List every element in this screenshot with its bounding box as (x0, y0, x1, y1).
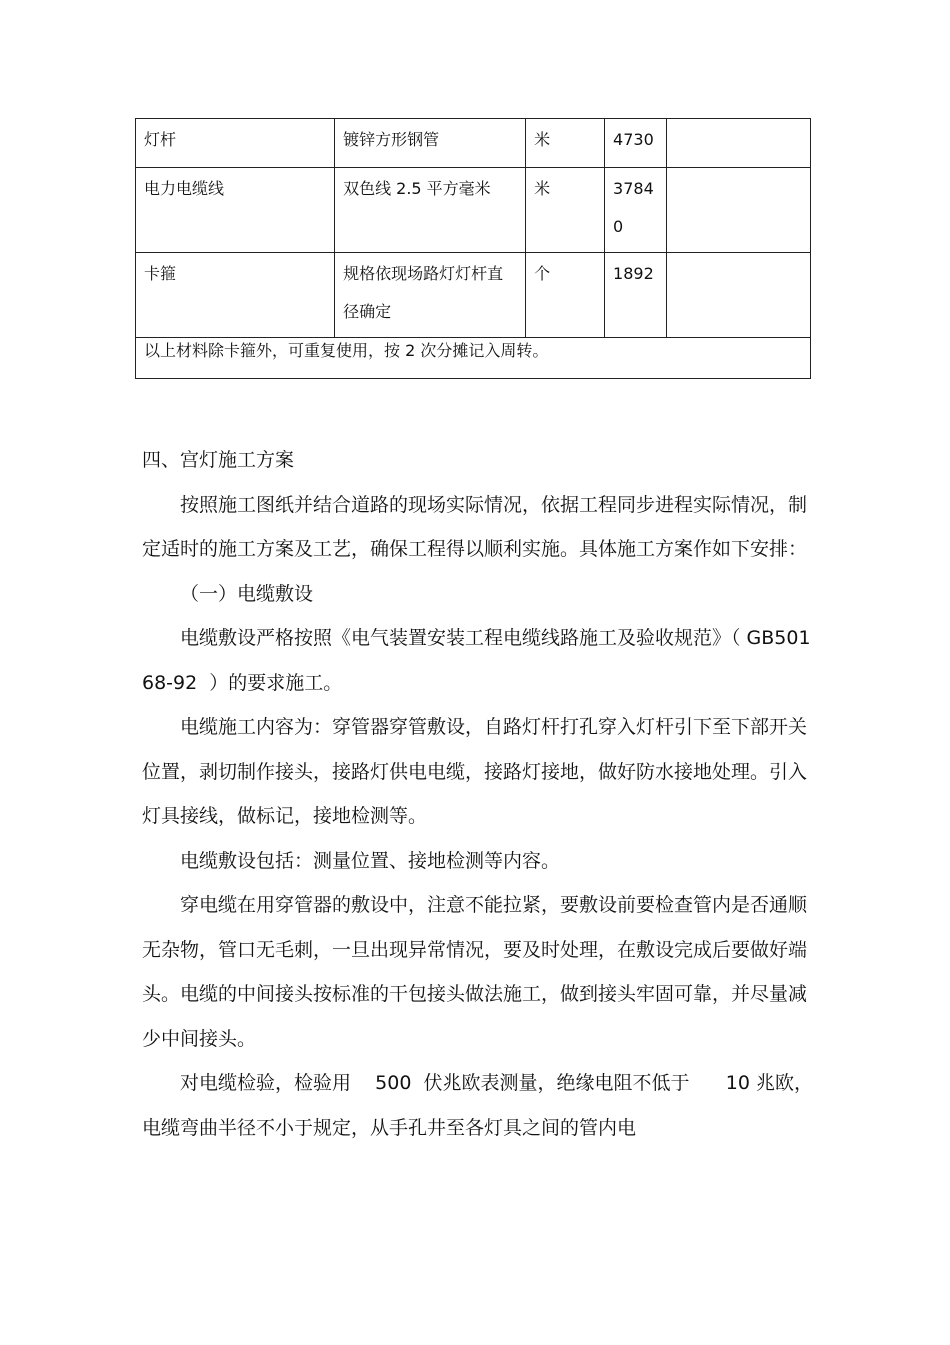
table-footnote: 以上材料除卡箍外，可重复使用，按 2 次分摊记入周转。 (136, 338, 811, 379)
material-qty-cell: 1892 (605, 253, 667, 338)
table-row (136, 168, 811, 253)
paragraph: 电缆施工内容为：穿管器穿管敷设，自路灯杆打孔穿入灯杆引下至下部开关位置，剥切制作接头，接路灯供电电缆，接路灯接地，做好防水接地处理。引入灯具接线，做标记，接地检测等。 (142, 716, 808, 827)
material-spec-cell: 双色线 2.5 平方毫米 (335, 168, 526, 253)
section-heading: 四、宫灯施工方案 (142, 449, 295, 471)
material-note-cell (666, 168, 810, 253)
table-row (136, 253, 811, 338)
table-footnote-row (136, 338, 811, 379)
material-note-cell (666, 119, 810, 168)
material-qty-cell: 4730 (605, 119, 667, 168)
paragraph: 电缆敷设严格按照《电气装置安装工程电缆线路施工及验收规范》（ GB50168-92 ）的要求施工。 (142, 627, 811, 694)
materials-table (135, 118, 811, 379)
table-row (136, 119, 811, 168)
material-note-cell (666, 253, 810, 338)
paragraph: 对电缆检验，检验用 500 伏兆欧表测量，绝缘电阻不低于 10 兆欧，电缆弯曲半径不小于规定，从手孔井至各灯具之间的管内电 (142, 1072, 813, 1139)
intro-paragraph: 按照施工图纸并结合道路的现场实际情况，依据工程同步进程实际情况，制定适时的施工方案及工艺，确保工程得以顺利实施。具体施工方案作如下安排： (142, 493, 808, 560)
material-spec-cell: 镀锌方形钢管 (335, 119, 526, 168)
sub-heading: （一）电缆敷设 (180, 582, 314, 605)
paragraph: 电缆敷设包括：测量位置、接地检测等内容。 (180, 849, 561, 872)
material-name-cell: 灯杆 (136, 119, 335, 168)
document-body (142, 438, 822, 1150)
material-unit-cell: 个 (526, 253, 605, 338)
material-unit-cell: 米 (526, 168, 605, 253)
material-name-cell: 电力电缆线 (136, 168, 335, 253)
material-name-cell: 卡箍 (136, 253, 335, 338)
material-unit-cell: 米 (526, 119, 605, 168)
material-qty-cell: 37840 (605, 168, 667, 253)
paragraph: 穿电缆在用穿管器的敷设中，注意不能拉紧，要敷设前要检查管内是否通顺无杂物，管口无毛刺，一旦出现异常情况，要及时处理，在敷设完成后要做好端头。电缆的中间接头按标准的干包接头做法施工，做到接头牢固可靠，并尽量减少中间接头。 (142, 894, 808, 1050)
material-spec-cell: 规格依现场路灯灯杆直径确定 (335, 253, 526, 338)
